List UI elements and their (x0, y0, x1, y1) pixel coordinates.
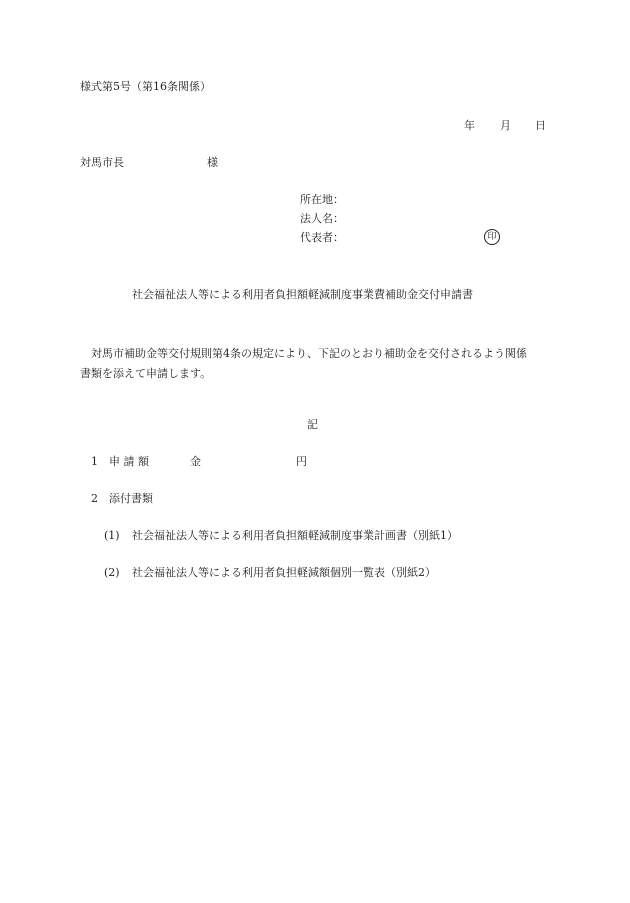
attachment-1-text: 社会福祉法人等による利用者負担額軽減制度事業計画書（別紙1） (132, 529, 458, 542)
item1-kin: 金 (190, 455, 201, 468)
document-title: 社会福祉法人等による利用者負担額軽減制度事業費補助金交付申請書 (132, 288, 473, 301)
ki-heading: 記 (307, 418, 318, 431)
body-text (80, 344, 550, 384)
addressee-name: 対馬市長 (80, 156, 124, 169)
item2-number: 2 (91, 492, 98, 505)
item1-number: 1 (91, 455, 98, 468)
date-year: 年 (464, 119, 475, 132)
seal-mark: 印 (484, 229, 500, 245)
item1-label: 申 請 額 (109, 455, 149, 468)
corp-name-label: 法人名： (300, 212, 344, 225)
address-label: 所在地： (300, 193, 344, 206)
date-month: 月 (500, 119, 511, 132)
body-line-2: 書類を添えて申請します。 (80, 367, 212, 380)
attachment-1-number: (1) (104, 529, 120, 542)
item1-yen: 円 (296, 455, 307, 468)
date-day: 日 (535, 119, 546, 132)
attachment-2-text: 社会福祉法人等による利用者負担軽減額個別一覧表（別紙2） (132, 566, 436, 579)
body-line-1: 対馬市補助金等交付規則第4条の規定により、下記のとおり補助金を交付されるよう関係 (91, 347, 527, 360)
item2-label: 添付書類 (109, 492, 153, 505)
representative-label: 代表者： (300, 231, 344, 244)
addressee-honorific: 様 (207, 156, 218, 169)
form-number: 様式第5号（第16条関係） (80, 80, 211, 93)
attachment-2-number: (2) (104, 566, 120, 579)
